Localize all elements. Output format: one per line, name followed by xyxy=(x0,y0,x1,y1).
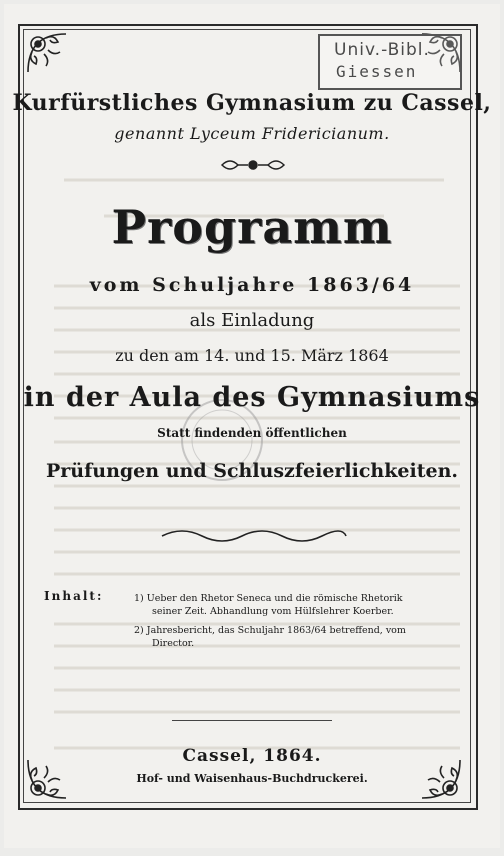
wavy-rule-icon xyxy=(160,528,348,544)
contents-item-text: Jahresbericht, das Schuljahr 1863/64 betreffend, vom xyxy=(146,625,406,636)
inner-border xyxy=(23,29,471,803)
contents-item-number: 2) xyxy=(134,625,144,636)
printer: Hof- und Waisenhaus-Buchdruckerei. xyxy=(136,772,368,785)
contents-item-text: Ueber den Rhetor Seneca und die römische Rhetorik xyxy=(146,593,403,604)
invitation-line: als Einladung xyxy=(189,310,315,331)
divider-ornament-icon xyxy=(218,154,288,176)
stamp-line-2: Giessen xyxy=(336,62,418,81)
library-stamp xyxy=(318,34,462,90)
contents-item-text-cont: Director. xyxy=(152,638,195,649)
corner-ornament-top-left-icon xyxy=(24,30,70,76)
dates-line: zu den am 14. und 15. März 1864 xyxy=(115,346,389,365)
contents-item-text-cont: seiner Zeit. Abhandlung vom Hülfslehrer Koerber. xyxy=(152,606,394,617)
place-year: Cassel, 1864. xyxy=(182,746,322,766)
institution-subtitle: genannt Lyceum Fridericianum. xyxy=(114,124,390,143)
contents-item-1 xyxy=(134,592,464,618)
contents-item-2 xyxy=(134,624,464,650)
institution-name: Kurfürstliches Gymnasium zu Cassel, xyxy=(12,90,492,116)
school-year: vom Schuljahre 1863/64 xyxy=(89,274,415,296)
page xyxy=(4,4,500,848)
events-line: Prüfungen und Schluszfeierlichkeiten. xyxy=(45,460,459,482)
bottom-rule xyxy=(172,720,332,721)
stamp-line-1: Univ.-Bibl. xyxy=(334,40,430,60)
document-title: Programm xyxy=(111,200,393,254)
instead-line: Statt findenden öffentlichen xyxy=(157,426,347,440)
contents-heading: Inhalt: xyxy=(44,589,104,603)
contents-item-number: 1) xyxy=(134,593,144,604)
venue-line: in der Aula des Gymnasiums xyxy=(23,382,481,413)
